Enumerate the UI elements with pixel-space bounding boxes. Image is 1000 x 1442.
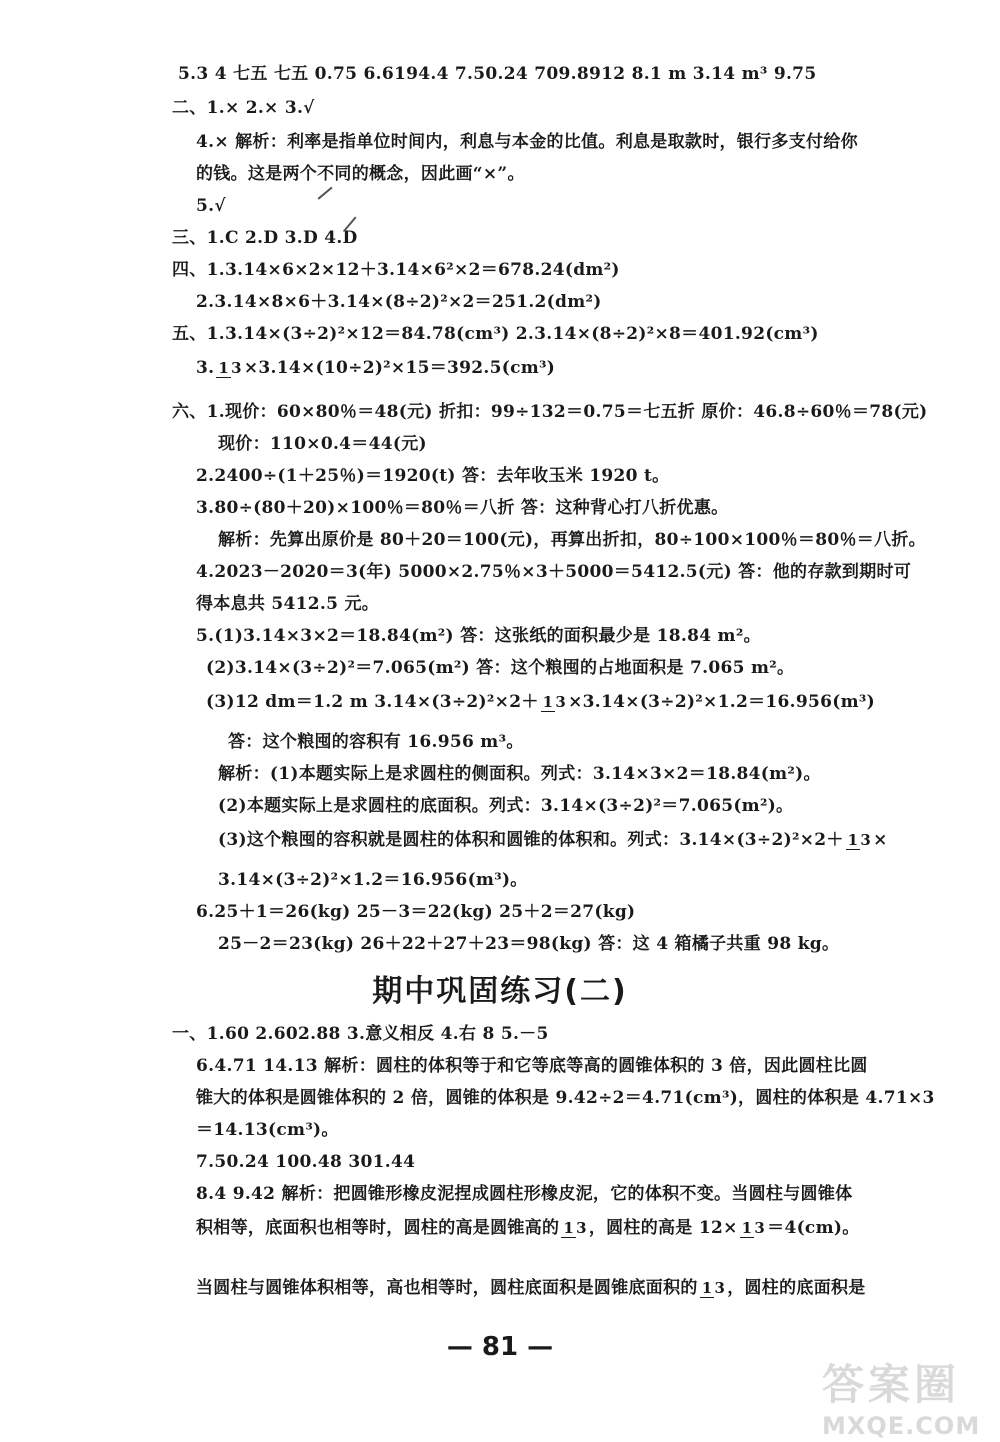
fraction-one-third: 1 3	[563, 1218, 587, 1237]
answer-1-8-line: 8.4 9.42 解析：把圆锥形橡皮泥捏成圆柱形橡皮泥，它的体积不变。当圆柱与圆锥体	[196, 1184, 853, 1204]
answer-6-5-2-line: (2)3.14×(3÷2)²＝7.065(m²) 答：这个粮囤的占地面积是 7.065 m²。	[206, 658, 795, 678]
answer-6-5-3-answer: 答：这个粮囤的容积有 16.956 m³。	[228, 732, 524, 752]
fraction-one-third: 1 3	[542, 692, 567, 711]
answer-6-4-line: 4.2023－2020＝3(年) 5000×2.75％×3＋5000＝5412.5(元) 答：他的存款到期时可	[196, 562, 912, 582]
watermark-text: 答案圈	[822, 1360, 961, 1409]
answer-line-1-5: 5.3 4 七五 七五 0.75 6.6194.4 7.50.24 709.8912 8.1 m 3.14 m³ 9.75	[178, 64, 817, 84]
answer-section-4-line-2: 2.3.14×8×6＋3.14×(8÷2)²×2＝251.2(dm²)	[196, 292, 602, 312]
answer-section-4-line-1: 四、1.3.14×6×2×12＋3.14×6²×2＝678.24(dm²)	[172, 260, 620, 280]
answer-6-5-analysis-3-cont: 3.14×(3÷2)²×1.2＝16.956(m³)。	[218, 870, 528, 890]
answer-section-6-line-1b: 现价：110×0.4＝44(元)	[218, 434, 427, 454]
watermark-url: MXQE.COM	[822, 1412, 981, 1440]
fraction-one-third: 1 3	[701, 1278, 726, 1297]
answer-2-4-line-cont: 的钱。这是两个不同的概念，因此画“×”。	[196, 164, 525, 184]
section-title: 期中巩固练习(二)	[372, 974, 628, 1009]
answer-6-5-3-line: (3)12 dm＝1.2 m 3.14×(3÷2)²×2＋ 1 3 ×3.14×(3÷2)²×1.2＝16.956(m³)	[206, 692, 875, 712]
answer-6-6-line: 6.25＋1＝26(kg) 25－3＝22(kg) 25＋2＝27(kg)	[196, 902, 636, 922]
answer-6-5-analysis-3: (3)这个粮囤的容积就是圆柱的体积和圆锥的体积和。列式：3.14×(3÷2)²×2＋ 1 3 ×	[218, 830, 888, 850]
answer-6-2-line: 2.2400÷(1＋25％)＝1920(t) 答：去年收玉米 1920 t。	[196, 466, 670, 486]
answer-section-3-line: 三、1.C 2.D 3.D 4.D	[172, 228, 358, 248]
answer-1-6-line-2: 锥大的体积是圆锥体积的 2 倍，圆锥的体积是 9.42÷2＝4.71(cm³)，圆柱的体积是 4.71×3	[196, 1088, 935, 1108]
page-number: — 81 —	[446, 1332, 554, 1362]
answer-1-6-line: 6.4.71 14.13 解析：圆柱的体积等于和它等底等高的圆锥体积的 3 倍，因此圆柱比圆	[196, 1056, 868, 1076]
answer-6-5-analysis-2: (2)本题实际上是求圆柱的底面积。列式：3.14×(3÷2)²＝7.065(m²)。	[218, 796, 794, 816]
answer-1-8-line-3: 当圆柱与圆锥体积相等，高也相等时，圆柱底面积是圆锥底面积的 1 3 ，圆柱的底面积是	[196, 1278, 866, 1298]
answer-6-6-line-2: 25－2＝23(kg) 26＋22＋27＋23＝98(kg) 答：这 4 箱橘子共重 98 kg。	[218, 934, 840, 954]
answer-2-4-line: 4.× 解析：利率是指单位时间内，利息与本金的比值。利息是取款时，银行多支付给你	[196, 132, 858, 152]
answer-1-7-line: 7.50.24 100.48 301.44	[196, 1152, 416, 1172]
answer-6-5-1-line: 5.(1)3.14×3×2＝18.84(m²) 答：这张纸的面积最少是 18.84 m²。	[196, 626, 761, 646]
answer-6-3-analysis: 解析：先算出原价是 80＋20＝100(元)，再算出折扣，80÷100×100％＝80％＝八折。	[218, 530, 926, 550]
answer-1-6-line-3: ＝14.13(cm³)。	[196, 1120, 339, 1140]
answer-section-1-line: 一、1.60 2.602.88 3.意义相反 4.右 8 5.－5	[172, 1024, 549, 1044]
pen-mark	[318, 187, 333, 200]
watermark-logo	[822, 1352, 992, 1440]
fraction-one-third: 1 3	[847, 830, 872, 849]
fraction-one-third: 1 3	[218, 358, 242, 377]
answer-section-5-line-3: 3. 1 3 ×3.14×(10÷2)²×15＝392.5(cm³)	[196, 358, 556, 378]
answer-1-8-line-2: 积相等，底面积也相等时，圆柱的高是圆锥高的 1 3 ，圆柱的高是 12× 1 3 ＝4(cm)。	[196, 1218, 860, 1238]
answer-6-4-line-cont: 得本息共 5412.5 元。	[196, 594, 380, 614]
answer-section-2-line: 二、1.× 2.× 3.√	[172, 98, 315, 118]
answer-section-6-line-1: 六、1.现价：60×80％＝48(元) 折扣：99÷132＝0.75＝七五折 原价：46.8÷60％＝78(元)	[172, 402, 928, 422]
fraction-one-third: 1 3	[741, 1218, 766, 1237]
answer-6-5-analysis-1: 解析：(1)本题实际上是求圆柱的侧面积。列式：3.14×3×2＝18.84(m²)。	[218, 764, 821, 784]
answer-section-5-line-1: 五、1.3.14×(3÷2)²×12＝84.78(cm³) 2.3.14×(8÷2)²×8＝401.92(cm³)	[172, 324, 819, 344]
answer-2-5-line: 5.√	[196, 196, 226, 216]
answer-6-3-line: 3.80÷(80＋20)×100％＝80％＝八折 答：这种背心打八折优惠。	[196, 498, 729, 518]
